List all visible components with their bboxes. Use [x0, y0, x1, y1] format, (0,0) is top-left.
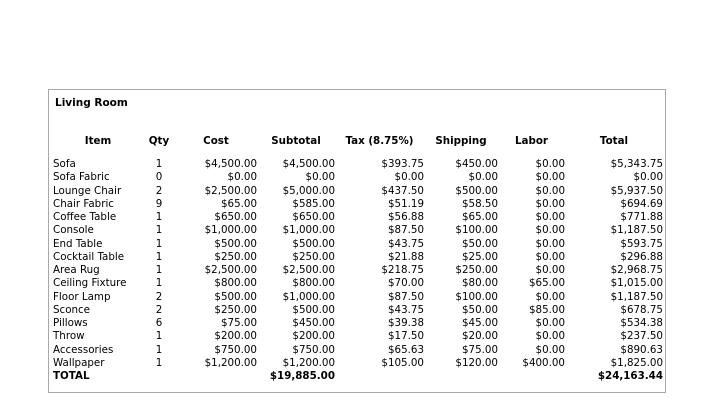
- cell-tax: $87.50: [387, 224, 424, 237]
- cell-cost: $250.00: [214, 250, 257, 263]
- cell-tax: $43.75: [387, 237, 424, 250]
- cell-qty: 1: [155, 343, 163, 356]
- cell-shipping: $20.00: [461, 330, 498, 343]
- cell-item: Console: [53, 224, 94, 237]
- cell-labor: $0.00: [535, 264, 565, 276]
- cell-qty: 9: [155, 197, 163, 210]
- cell-labor: $0.00: [535, 343, 565, 356]
- cell-tax: $56.88: [387, 211, 424, 223]
- table-row: [53, 330, 663, 343]
- table-row: [53, 277, 663, 290]
- cell-qty: 1: [155, 224, 163, 237]
- cell-qty: 1: [155, 158, 163, 170]
- cell-item: Pillows: [53, 317, 88, 329]
- cell-item: Cocktail Table: [53, 250, 125, 263]
- cell-labor: $65.00: [528, 277, 565, 290]
- cell-tax: $51.19: [387, 197, 424, 210]
- cell-total: $296.88: [620, 250, 663, 263]
- cell-cost: $4,500.00: [204, 158, 257, 170]
- cell-shipping: $120.00: [455, 356, 498, 369]
- cell-item: Sofa: [53, 158, 76, 170]
- cell-subtotal: $250.00: [292, 250, 335, 263]
- cell-item: Coffee Table: [53, 211, 117, 223]
- cell-item: Lounge Chair: [53, 184, 122, 197]
- cell-labor: $0.00: [535, 290, 565, 303]
- cell-item: Floor Lamp: [53, 290, 111, 303]
- cell-subtotal: $500.00: [292, 237, 335, 250]
- table-row: [53, 344, 663, 357]
- cell-subtotal: $5,000.00: [282, 184, 335, 197]
- cell-qty: 1: [155, 356, 163, 369]
- cell-cost: $500.00: [214, 290, 257, 303]
- cell-labor: $400.00: [522, 356, 565, 369]
- cell-shipping: $45.00: [461, 317, 498, 329]
- cell-cost: $800.00: [214, 277, 257, 290]
- cell-subtotal: $2,500.00: [282, 264, 335, 276]
- cell-shipping: $0.00: [468, 171, 498, 184]
- cell-subtotal: $750.00: [292, 343, 335, 356]
- header-row: [53, 132, 663, 149]
- cell-shipping: $50.00: [461, 303, 498, 316]
- table-row: [53, 185, 663, 198]
- total-subtotal: $19,885.00: [269, 370, 335, 382]
- header-subtotal: Subtotal: [271, 134, 321, 147]
- cell-cost: $0.00: [227, 171, 257, 184]
- cell-qty: 2: [155, 184, 163, 197]
- cell-total: $771.88: [620, 211, 663, 223]
- cell-item: End Table: [53, 237, 103, 250]
- cell-shipping: $25.00: [461, 250, 498, 263]
- cell-cost: $65.00: [220, 197, 257, 210]
- header-shipping: Shipping: [435, 134, 487, 147]
- cell-tax: $43.75: [387, 303, 424, 316]
- cell-subtotal: $0.00: [305, 171, 335, 184]
- cell-subtotal: $585.00: [292, 197, 335, 210]
- cell-qty: 1: [155, 264, 163, 276]
- cell-total: $678.75: [620, 303, 663, 316]
- cell-total: $1,187.50: [610, 290, 663, 303]
- cell-cost: $1,200.00: [204, 356, 257, 369]
- header-tax: Tax (8.75%): [345, 134, 414, 147]
- cell-subtotal: $1,200.00: [282, 356, 335, 369]
- cell-labor: $85.00: [528, 303, 565, 316]
- cell-shipping: $80.00: [461, 277, 498, 290]
- cell-subtotal: $1,000.00: [282, 224, 335, 237]
- cell-tax: $70.00: [387, 277, 424, 290]
- table-body: [53, 149, 663, 370]
- cell-shipping: $58.50: [461, 197, 498, 210]
- cell-tax: $65.63: [387, 343, 424, 356]
- cell-total: $1,825.00: [610, 356, 663, 369]
- cell-shipping: $100.00: [455, 290, 498, 303]
- cell-labor: $0.00: [535, 184, 565, 197]
- cell-cost: $2,500.00: [204, 264, 257, 276]
- cell-item: Accessories: [53, 343, 114, 356]
- table-row: [53, 357, 663, 370]
- cell-item: Chair Fabric: [53, 197, 114, 210]
- cell-shipping: $250.00: [455, 264, 498, 276]
- cell-labor: $0.00: [535, 330, 565, 343]
- cell-total: $1,187.50: [610, 224, 663, 237]
- cell-total: $1,015.00: [610, 277, 663, 290]
- table-row: [53, 238, 663, 251]
- cell-shipping: $65.00: [461, 211, 498, 223]
- cell-cost: $250.00: [214, 303, 257, 316]
- cell-item: Area Rug: [53, 264, 100, 276]
- cell-tax: $393.75: [381, 158, 424, 170]
- header-labor: Labor: [514, 134, 549, 147]
- cell-cost: $1,000.00: [204, 224, 257, 237]
- table-row: [53, 211, 663, 224]
- cell-total: $237.50: [620, 330, 663, 343]
- section-title: Living Room: [55, 97, 128, 109]
- cost-table: [53, 132, 663, 383]
- cell-subtotal: $500.00: [292, 303, 335, 316]
- cell-shipping: $100.00: [455, 224, 498, 237]
- header-qty: Qty: [148, 134, 170, 147]
- cell-tax: $437.50: [381, 184, 424, 197]
- cell-labor: $0.00: [535, 211, 565, 223]
- table-row: [53, 304, 663, 317]
- cell-tax: $21.88: [387, 250, 424, 263]
- cell-total: $593.75: [620, 237, 663, 250]
- cell-qty: 2: [155, 303, 163, 316]
- cell-labor: $0.00: [535, 237, 565, 250]
- cell-qty: 1: [155, 277, 163, 290]
- cell-total: $534.38: [620, 317, 663, 329]
- cell-shipping: $450.00: [455, 158, 498, 170]
- cell-shipping: $500.00: [455, 184, 498, 197]
- total-grand-total: $24,163.44: [597, 370, 663, 382]
- cell-tax: $39.38: [387, 317, 424, 329]
- cell-tax: $218.75: [381, 264, 424, 276]
- cell-cost: $650.00: [214, 211, 257, 223]
- table-row: [53, 291, 663, 304]
- cell-qty: 1: [155, 211, 163, 223]
- cell-subtotal: $650.00: [292, 211, 335, 223]
- cell-labor: $0.00: [535, 250, 565, 263]
- cell-total: $2,968.75: [610, 264, 663, 276]
- cell-shipping: $50.00: [461, 237, 498, 250]
- cell-total: $890.63: [620, 343, 663, 356]
- cell-shipping: $75.00: [461, 343, 498, 356]
- cell-item: Sconce: [53, 303, 91, 316]
- cell-subtotal: $4,500.00: [282, 158, 335, 170]
- cell-cost: $200.00: [214, 330, 257, 343]
- cell-labor: $0.00: [535, 171, 565, 184]
- total-row: [53, 370, 663, 383]
- cell-cost: $75.00: [220, 317, 257, 329]
- cell-item: Ceiling Fixture: [53, 277, 127, 290]
- table-row: [53, 198, 663, 211]
- cell-labor: $0.00: [535, 197, 565, 210]
- table-row: [53, 251, 663, 264]
- cell-cost: $750.00: [214, 343, 257, 356]
- cell-total: $0.00: [633, 171, 663, 184]
- cell-tax: $105.00: [381, 356, 424, 369]
- cell-qty: 0: [155, 171, 163, 184]
- cell-labor: $0.00: [535, 317, 565, 329]
- table-row: [53, 264, 663, 277]
- cell-total: $5,343.75: [610, 158, 663, 170]
- cell-cost: $500.00: [214, 237, 257, 250]
- cell-total: $694.69: [620, 197, 663, 210]
- table-row: [53, 158, 663, 171]
- cell-labor: $0.00: [535, 224, 565, 237]
- cell-tax: $87.50: [387, 290, 424, 303]
- cell-item: Throw: [53, 330, 85, 343]
- header-cost: Cost: [203, 134, 229, 147]
- cell-qty: 2: [155, 290, 163, 303]
- spreadsheet-panel: [48, 89, 666, 393]
- cell-subtotal: $800.00: [292, 277, 335, 290]
- cell-labor: $0.00: [535, 158, 565, 170]
- cell-tax: $17.50: [387, 330, 424, 343]
- cell-qty: 1: [155, 237, 163, 250]
- cell-total: $5,937.50: [610, 184, 663, 197]
- cell-subtotal: $200.00: [292, 330, 335, 343]
- cell-qty: 1: [155, 330, 163, 343]
- cell-item: Wallpaper: [53, 356, 105, 369]
- table-row: [53, 224, 663, 237]
- cell-tax: $0.00: [394, 171, 424, 184]
- total-label: TOTAL: [53, 370, 90, 382]
- header-total: Total: [599, 134, 629, 147]
- cell-subtotal: $1,000.00: [282, 290, 335, 303]
- cell-qty: 1: [155, 250, 163, 263]
- table-row: [53, 317, 663, 330]
- cell-item: Sofa Fabric: [53, 171, 110, 184]
- table-row: [53, 171, 663, 184]
- cell-cost: $2,500.00: [204, 184, 257, 197]
- cell-subtotal: $450.00: [292, 317, 335, 329]
- cell-qty: 6: [155, 317, 163, 329]
- header-item: Item: [84, 134, 112, 147]
